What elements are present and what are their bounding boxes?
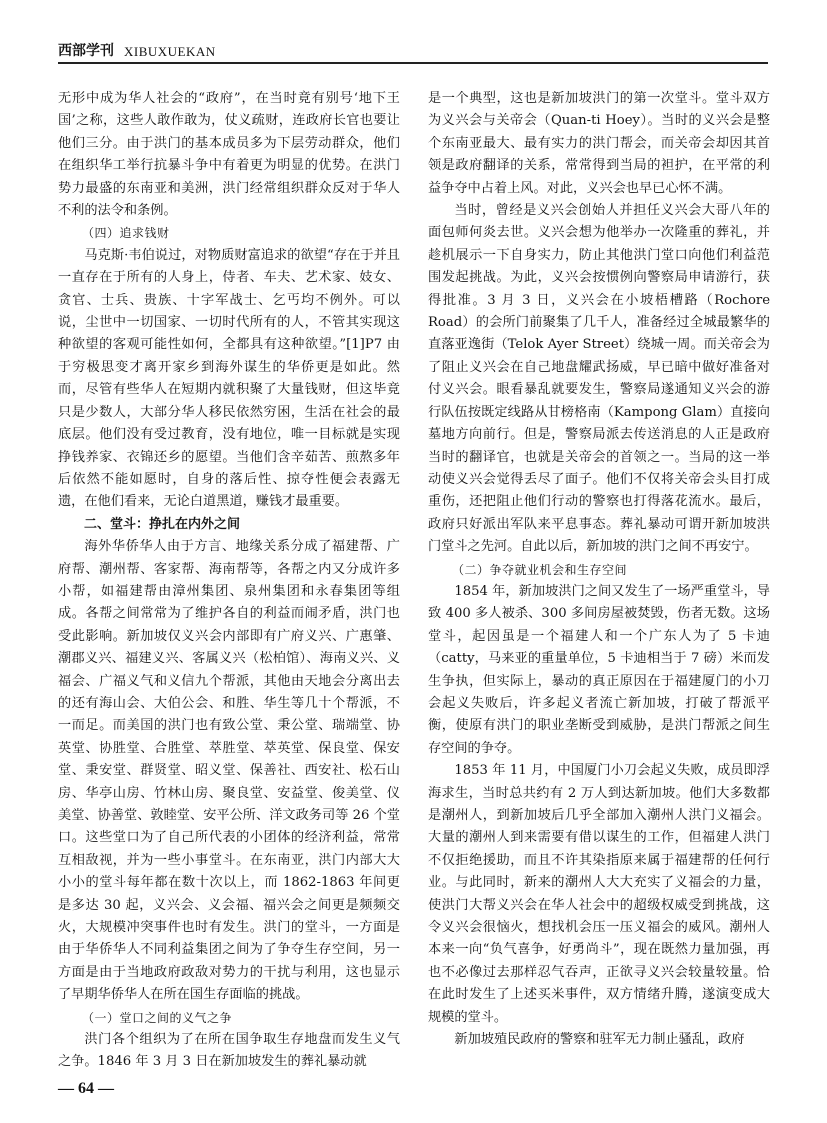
paragraph: 新加坡殖民政府的警察和驻军无力制止骚乱，政府 [454, 1032, 745, 1048]
paragraph: 马克斯·韦伯说过，对物质财富追求的欲望“存在于并且一直存在于所有的人身上，侍者、车夫、艺术家、妓女、贪官、士兵、贵族、十字军战士、乞丐均不例外。可以说，尘世中一切国家、一切时代所有的人，不管其实现这种欲望的客观可能性如何，全都具有这种欲望。”[1]P7 由于穷极思变才离开家乡到海外谋生的华侨更是如此。然而，尽管有些华人在短期内就积聚了大量钱财，但这毕竟只是少数人，大部分华人移民依然穷困，生活在社会的最底层。他们没有受过教育，没有地位，唯一目标就是实现挣钱养家、衣锦还乡的愿望。当他们含辛茹苦、煎熬多年后依然不能如愿时，自身的落后性、掠夺性便会表露无遗，在他们看来，无论白道黑道，赚钱才最重要。 [58, 247, 400, 510]
journal-title-cn: 西部学刊 [58, 43, 114, 59]
paragraph: 是一个典型，这也是新加坡洪门的第一次堂斗。堂斗双方为义兴会与关帝会（Quan-ti Hoey）。当时的义兴会是整个东南亚最大、最有实力的洪门帮会，而关帝会却因其首领是政府翻译的关系，常常得到当局的袒护，在平常的利益争夺中占着上风。对此，义兴会也早已心怀不满。 [428, 91, 770, 196]
paragraph: 无形中成为华人社会的“政府”，在当时竟有别号‘地下王国’之称，这些人敢作敢为，仗义疏财，连政府长官也要让他们三分。由于洪门的基本成员多为下层劳动群众，他们在组织华工举行抗暴斗争中有着更为明显的优势。在洪门势力最盛的东南亚和美洲，洪门经常组织群众反对于华人不利的法令和条例。 [58, 91, 400, 219]
running-header [58, 34, 768, 64]
journal-title-en: XIBUXUEKAN [124, 44, 216, 59]
left-column [58, 88, 400, 1070]
section-heading: （二）争夺就业机会和生存空间 [452, 562, 628, 577]
paragraph: 1854 年，新加坡洪门之间又发生了一场严重堂斗，导致 400 多人被杀、300 多间房屋被焚毁，伤者无数。这场堂斗，起因虽是一个福建人和一个广东人为了 5 卡迪（catty，马来亚的重量单位，5 卡迪相当于 7 磅）米而发生争执，但实际上，暴动的真正原因在于福建厦门的小刀会起义失败后，许多起义者流亡新加坡，打破了帮派平衡，使原有洪门的职业垄断受到威胁，是洪门帮派之间生存空间的争夺。 [428, 583, 770, 756]
section-heading: （四）追求钱财 [82, 226, 170, 241]
section-heading: （一）堂口之间的义气之争 [82, 1010, 233, 1025]
paragraph: 海外华侨华人由于方言、地缘关系分成了福建帮、广府帮、潮州帮、客家帮、海南帮等，各帮之内又分成许多小帮，如福建帮由漳州集团、泉州集团和永春集团等组成。各帮之间常常为了维护各自的利益而闹矛盾，洪门也受此影响。新加坡仅义兴会内部即有广府义兴、广惠肇、潮郡义兴、福建义兴、客属义兴（松柏馆）、海南义兴、义福会、广福义气和义信九个帮派，其他由天地会分离出去的还有海山会、大伯公会、和胜、华生等几十个帮派，不一而足。而美国的洪门也有致公堂、秉公堂、瑞端堂、协英堂、协胜堂、合胜堂、萃胜堂、萃英堂、保良堂、保安堂、秉安堂、群贤堂、昭义堂、保善社、西安社、松石山房、华亭山房、竹林山房、聚良堂、安益堂、俊美堂、仪美堂、协善堂、敦睦堂、安平公所、洋文政务司等 26 个堂口。这些堂口为了自己所代表的小团体的经济利益，常常互相敌视，并为一些小事堂斗。在东南亚，洪门内部大大小小的堂斗每年都在数十次以上，而 1862-1863 年间更是多达 30 起，义兴会、义会福、福兴会之间更是频频交火，大规模冲突事件也时有发生。洪门的堂斗，一方面是由于华侨华人不同利益集团之间为了争夺生存空间，另一方面是由于当地政府政敌对势力的干扰与利用，这也显示了早期华侨华人在所在国生存面临的挑战。 [58, 539, 400, 1003]
paragraph: 当时，曾经是义兴会创始人并担任义兴会大哥八年的面包师何炎去世。义兴会想为他举办一次隆重的葬礼，并趁机展示一下自身实力，防止其他洪门堂口向他们利益范围发起挑战。为此，义兴会按惯例向警察局申请游行，获得批准。3 月 3 日，义兴会在小坡梧槽路（Rochore Road）的会所门前聚集了几千人，准备经过全城最繁华的直落亚逸街（Telok Ayer Street）绕城一周。而关帝会为了阻止义兴会在自己地盘耀武扬威，早已暗中做好准备对付义兴会。眼看暴乱就要发生，警察局遂通知义兴会的游行队伍按既定线路从甘榜格南（Kampong Glam）直接向墓地方向前行。但是，警察局派去传送消息的人正是政府当时的翻译官，也就是关帝会的首领之一。当局的这一举动使义兴会觉得丢尽了面子。他们不仅将关帝会头目打成重伤，还把阻止他们行动的警察也打得落花流水。最后，政府只好派出军队来平息事态。葬礼暴动可谓开新加坡洪门堂斗之先河。自此以后，新加坡的洪门之间不再安宁。 [428, 203, 770, 555]
right-column [428, 88, 770, 1060]
paragraph: 洪门各个组织为了在所在国争取生存地盘而发生义气之争。1846 年 3 月 3 日在新加坡发生的葬礼暴动就 [58, 1032, 400, 1070]
section-heading: 二、堂斗：挣扎在内外之间 [84, 516, 241, 532]
page-number: — 64 — [58, 1080, 114, 1097]
paragraph: 1853 年 11 月，中国厦门小刀会起义失败，成员即浮海求生，当时总共约有 2 万人到达新加坡。他们大多数都是潮州人，到新加坡后几乎全部加入潮州人洪门义福会。大量的潮州人到来需要有借以谋生的工作，但福建人洪门不仅拒绝援助，而且不许其染指原来属于福建帮的任何行业。与此同时，新来的潮州人大大充实了义福会的力量，使洪门大帮义兴会在华人社会中的超级权威受到挑战，这令义兴会很恼火，想找机会压一压义福会的威风。潮州人本来一向“负气喜争，好勇尚斗”，现在既然力量加强，再也不必像过去那样忍气吞声，正欲寻义兴会较量较量。恰在此时发生了上述买米事件，双方情绪升腾，遂演变成大规模的堂斗。 [428, 763, 770, 1025]
